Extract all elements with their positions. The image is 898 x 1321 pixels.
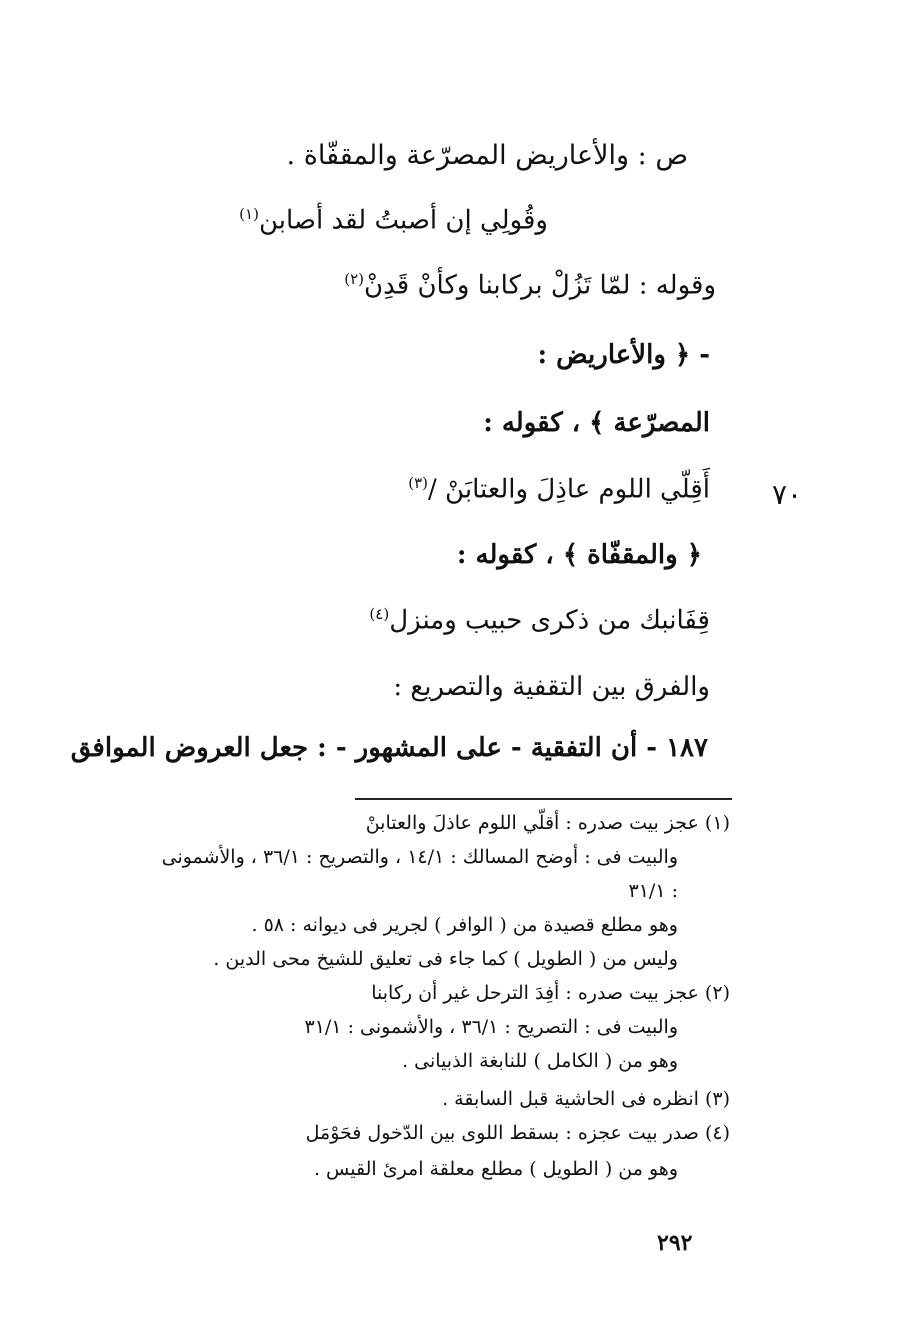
footnote-1-line-1: (١) عجز بيت صدره : أقلّي اللوم عاذلَ والعتابنْ xyxy=(365,812,730,834)
term-line-1: - ﴿ والأعاريض : xyxy=(537,340,710,370)
verse-line-4: قِفَانبك من ذكرى حبيب ومنزل$^{(٤)}$ xyxy=(369,605,710,636)
term-line-3: ﴿ والمقفّاة ﴾ ، كقوله : xyxy=(456,540,702,570)
body-line-definition: ١٨٧ - أن التفقية - على المشهور - : جعل العروض الموافق xyxy=(70,733,708,763)
footnote-4-line-1: (٤) صدر بيت عجزه : بسقط اللوى بين الدّخول فحَوْمَل xyxy=(305,1122,730,1144)
footnote-3-line-1: (٣) انظره فى الحاشية قبل السابقة . xyxy=(442,1088,730,1110)
footnote-2-line-2: والبيت فى : التصريح : ٣٦/١ ، والأشمونى : ٣١/١ xyxy=(304,1016,678,1038)
footnote-rule xyxy=(355,798,732,800)
footnote-2-line-1: (٢) عجز بيت صدره : أفِدَ الترحل غير أن ركابنا xyxy=(371,982,730,1004)
footnote-2-line-3: وهو من ( الكامل ) للنابغة الذبيانى . xyxy=(402,1050,678,1072)
footnote-1-line-4: وهو مطلع قصيدة من ( الوافر ) لجرير فى ديوانه : ٥٨ . xyxy=(251,914,678,936)
verse-line-1: وقُولِي إن أصبتُ لقد أصابن$^{(١)}$ xyxy=(239,205,548,236)
term-line-2: المصرّعة ﴾ ، كقوله : xyxy=(483,408,710,438)
footnote-1-line-2: والبيت فى : أوضح المسالك : ١٤/١ ، والتصريح : ٣٦/١ ، والأشمونى xyxy=(161,846,678,868)
footnote-mark-4: (٤) xyxy=(369,605,390,623)
footnote-4-line-2: وهو من ( الطويل ) مطلع معلقة امرئ القيس . xyxy=(313,1158,678,1180)
footnote-mark-1: (١) xyxy=(239,205,259,223)
footnote-1-line-3: : ٣١/١ xyxy=(628,880,678,902)
margin-number: ٧٠ xyxy=(772,478,803,511)
heading-line: ص : والأعاريض المصرّعة والمقفّاة . xyxy=(286,140,688,171)
verse-line-3: أَقِلّي اللوم عاذِلَ والعتابَنْ /$^{(٣)}$ xyxy=(408,474,710,505)
page-number: ٢٩٢ xyxy=(657,1230,693,1256)
footnote-1-line-5: وليس من ( الطويل ) كما جاء فى تعليق للشيخ محى الدين . xyxy=(213,948,678,970)
verse-line-2: وقوله : لمّا تَزُلْ بركابنا وكأنْ قَدِنْ$^{(٢)}$ xyxy=(344,270,716,301)
footnote-mark-3: (٣) xyxy=(408,474,429,492)
footnote-mark-2: (٢) xyxy=(344,270,365,288)
body-line-difference: والفرق بين التقفية والتصريع : xyxy=(393,672,710,702)
